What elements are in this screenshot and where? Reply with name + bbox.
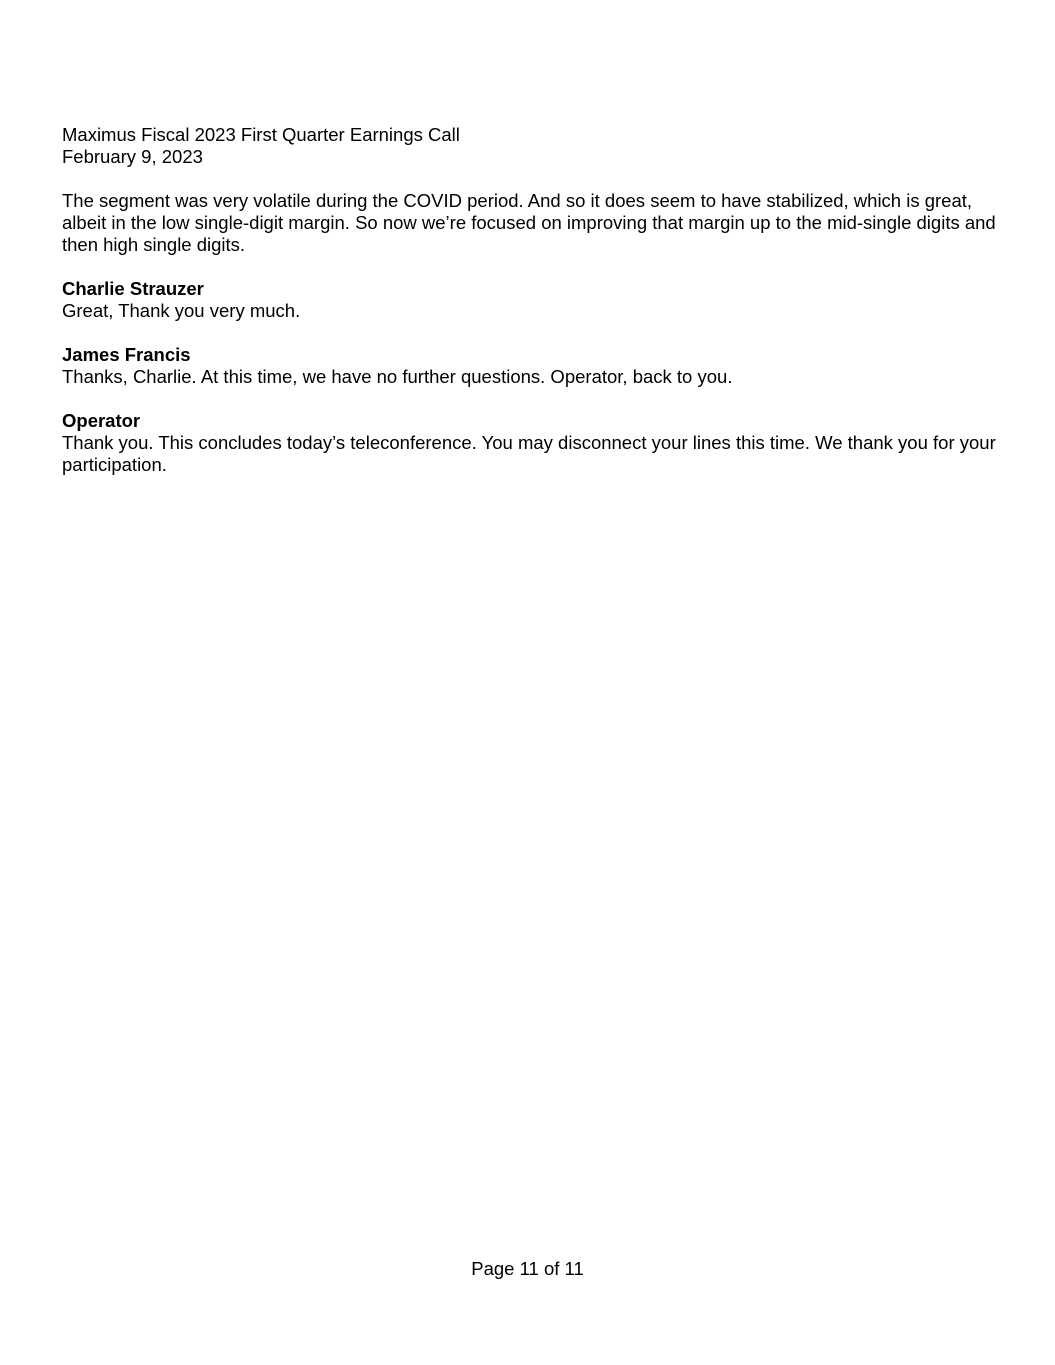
document-date: February 9, 2023	[62, 146, 203, 167]
speaker-name: Operator	[62, 410, 141, 431]
document-header	[62, 124, 1002, 168]
speaker-text: Thank you. This concludes today’s teleconference. You may disconnect your lines this time. We thank you for your participation.	[62, 432, 996, 475]
transcript-entry	[62, 410, 1002, 476]
page-number: Page 11 of 11	[471, 1258, 584, 1279]
speaker-text: Thanks, Charlie. At this time, we have no further questions. Operator, back to you.	[62, 366, 733, 387]
speaker-text: Great, Thank you very much.	[62, 300, 301, 321]
transcript-paragraph: The segment was very volatile during the COVID period. And so it does seem to have stabilized, which is great, albeit in the low single-digit margin. So now we’re focused on improving that margin up to the mid-single digits and then high single digits.	[62, 190, 996, 255]
speaker-name: Charlie Strauzer	[62, 278, 204, 299]
transcript-entry	[62, 278, 1002, 322]
document-page	[62, 124, 1002, 476]
transcript-entry	[62, 344, 1002, 388]
document-title: Maximus Fiscal 2023 First Quarter Earnings Call	[62, 124, 460, 145]
speaker-name: James Francis	[62, 344, 191, 365]
